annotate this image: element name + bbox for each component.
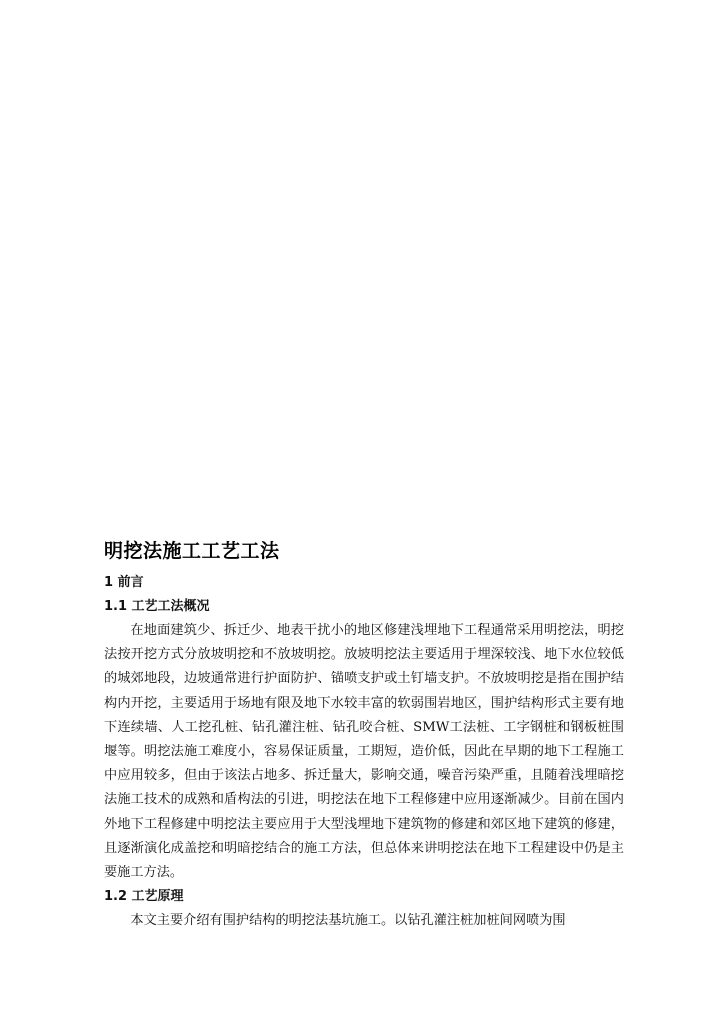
section-1-heading: 1 前言 (104, 575, 144, 590)
document-body (104, 537, 624, 933)
subsection-1-1-heading: 1.1 工艺工法概况 (104, 599, 210, 614)
subsection-1-1-paragraph: 在地面建筑少、拆迁少、地表干扰小的地区修建浅埋地下工程通常采用明挖法，明挖法按开挖方式分放坡明挖和不放坡明挖。放坡明挖法主要适用于埋深较浅、地下水位较低的城郊地段，边坡通常进行护面防护、锚喷支护或土钉墙支护。不放坡明挖是指在围护结构内开挖，主要适用于场地有限及地下水较丰富的软弱围岩地区，围护结构形式主要有地下连续墙、人工挖孔桩、钻孔灌注桩、钻孔咬合桩、SMW工法桩、工字钢桩和钢板桩围堰等。明挖法施工难度小，容易保证质量，工期短，造价低，因此在早期的地下工程施工中应用较多，但由于该法占地多、拆迁量大，影响交通，噪音污染严重，且随着浅埋暗挖法施工技术的成熟和盾构法的引进，明挖法在地下工程修建中应用逐渐减少。目前在国内外地下工程修建中明挖法主要应用于大型浅埋地下建筑物的修建和郊区地下建筑的修建，且逐渐演化成盖挖和明暗挖结合的施工方法，但总体来讲明挖法在地下工程建设中仍是主要施工方法。 (104, 623, 624, 881)
subsection-1-2-paragraph: 本文主要介绍有围护结构的明挖法基坑施工。以钻孔灌注桩加桩间网喷为围 (130, 913, 566, 929)
subsection-1-2-heading: 1.2 工艺原理 (104, 889, 184, 905)
document-title: 明挖法施工工艺工法 (104, 540, 280, 562)
